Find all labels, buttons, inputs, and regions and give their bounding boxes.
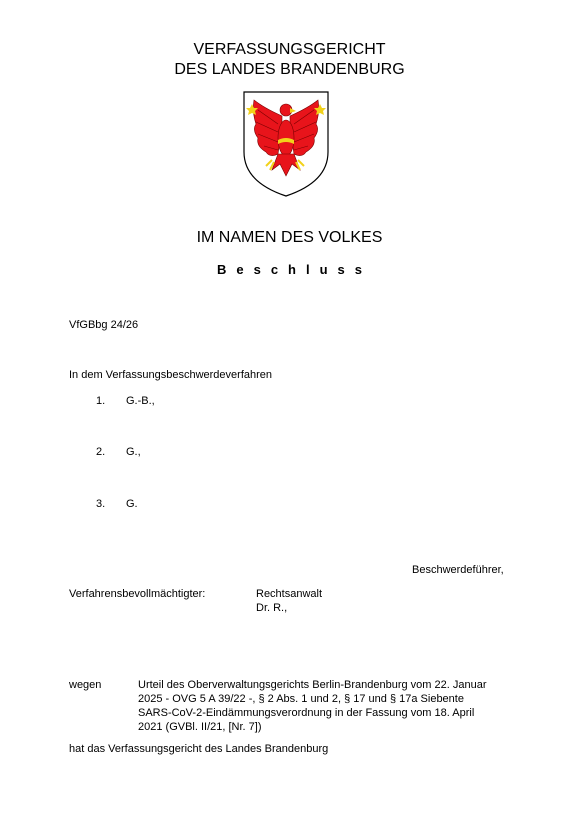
subject-text (138, 678, 518, 734)
court-name-line2: DES LANDES BRANDENBURG (174, 61, 405, 78)
representative-title: Rechtsanwalt (256, 588, 323, 600)
document-type-heading: Beschluss (216, 262, 373, 277)
subject-line: Urteil des Oberverwaltungsgerichts Berlin-Brandenburg vom 22. Januar (138, 679, 487, 691)
court-name-line1: VERFASSUNGSGERICHT (193, 41, 386, 58)
closing-line: hat das Verfassungsgericht des Landes Brandenburg (69, 743, 329, 755)
court-name (0, 40, 579, 80)
complainant-number: 3. (96, 498, 106, 510)
subject-line: 2021 (GVBl. II/21, [Nr. 7]) (138, 721, 262, 733)
case-number: VfGBbg 24/26 (69, 319, 139, 331)
brandenburg-eagle-icon (242, 90, 330, 198)
complainant-role: Beschwerdeführer, (412, 564, 504, 576)
subject-line: 2025 - OVG 5 A 39/22 -, § 2 Abs. 1 und 2, § 17 und § 17a Siebente (138, 693, 464, 705)
representative-name: Dr. R., (256, 602, 288, 614)
complainant-number: 1. (96, 395, 106, 407)
complainant-name: G.-B., (126, 395, 155, 407)
complainant-number: 2. (96, 446, 106, 458)
subject-label: wegen (69, 679, 102, 691)
proceeding-intro: In dem Verfassungsbeschwerdeverfahren (69, 369, 273, 381)
subject-line: SARS-CoV-2-Eindämmungsverordnung in der Fassung vom 18. April (138, 707, 475, 719)
in-the-name-heading: IM NAMEN DES VOLKES (196, 229, 383, 246)
complainant-name: G. (126, 498, 138, 510)
complainant-name: G., (126, 446, 141, 458)
representative-label: Verfahrensbevollmächtigter: (69, 588, 206, 600)
